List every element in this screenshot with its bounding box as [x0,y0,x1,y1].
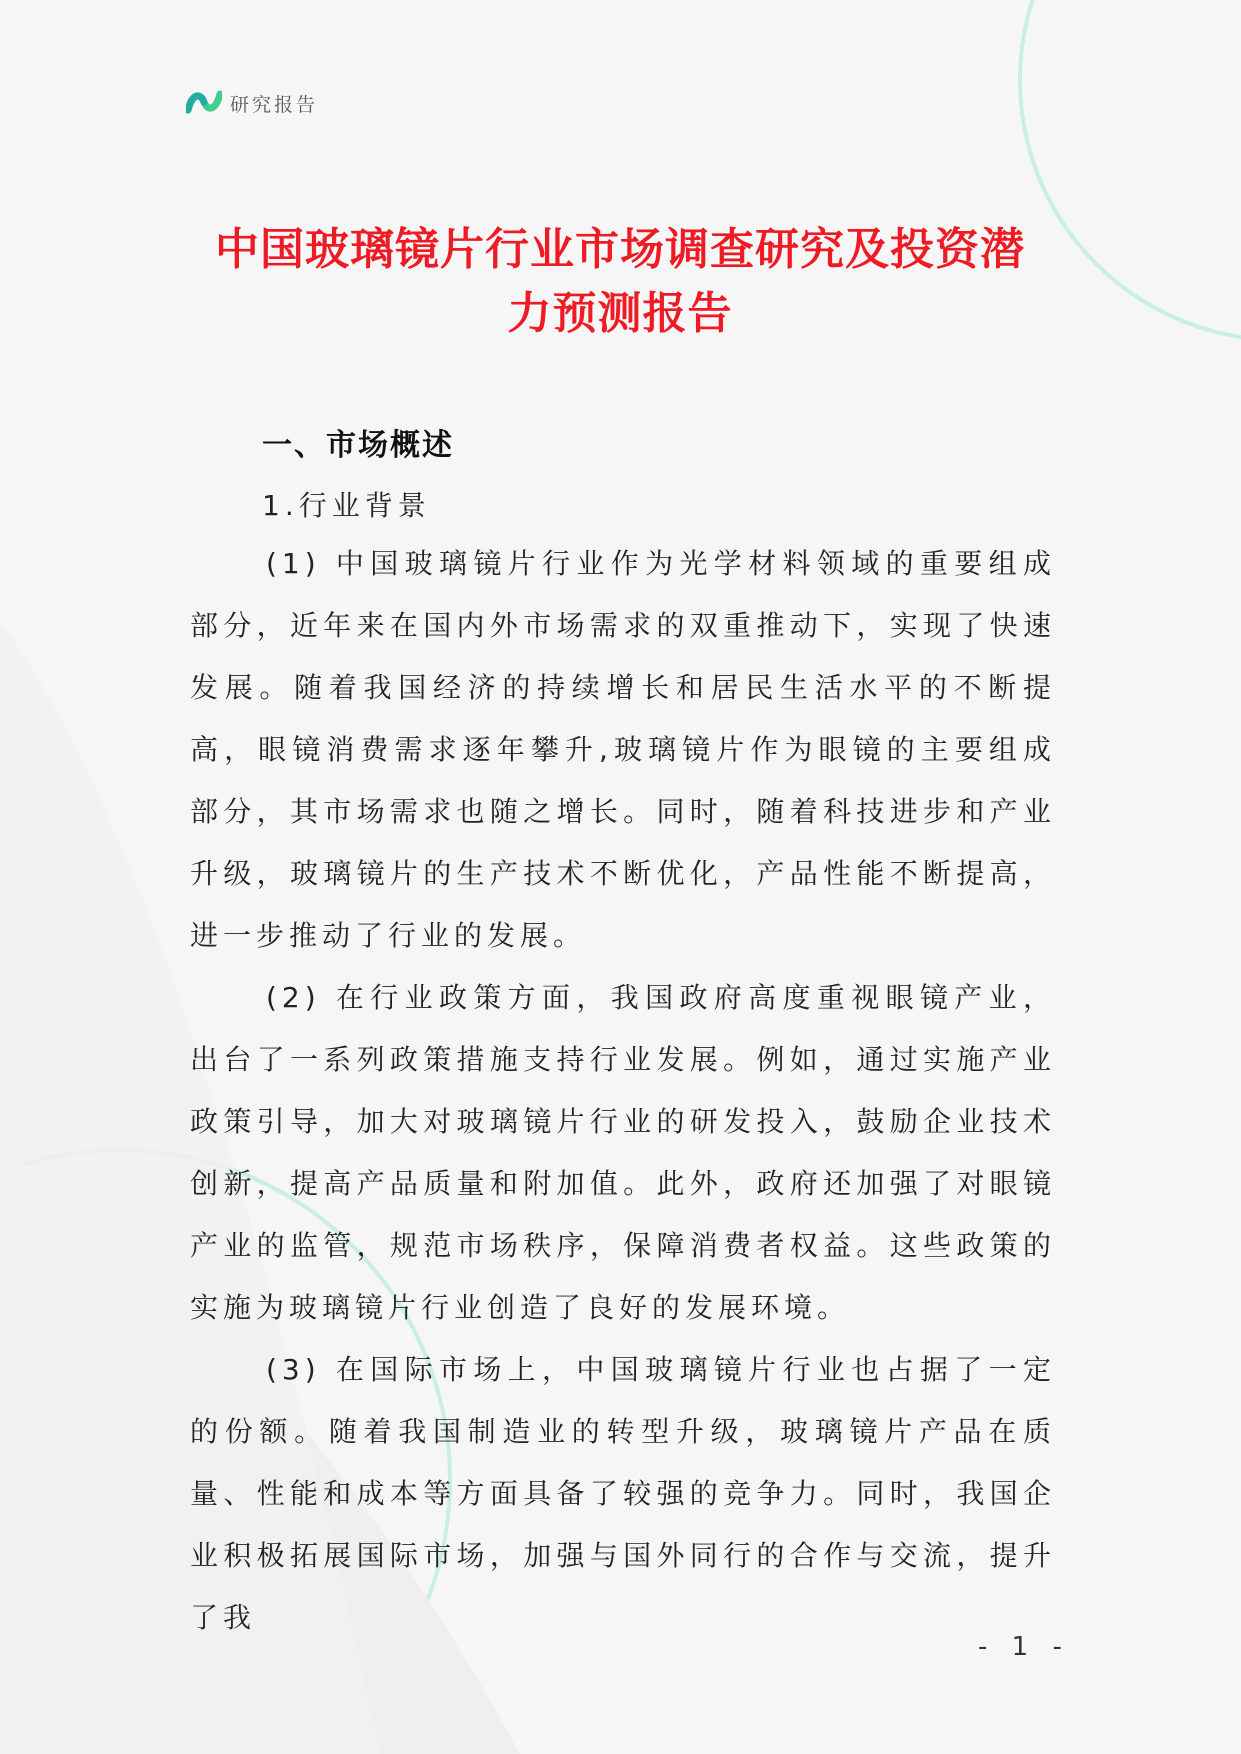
brand-logo-icon [186,88,222,118]
brand-label: 研究报告 [230,93,319,116]
title-line-1: 中国玻璃镜片行业市场调查研究及投资潜 [215,224,1025,275]
document-title [200,218,1040,346]
body-text [190,533,1056,1649]
paragraph-3: (3) 在国际市场上，中国玻璃镜片行业也占据了一定的份额。随着我国制造业的转型升级，玻璃镜片产品在质量、性能和成本等方面具备了较强的竞争力。同时，我国企业积极拓展国际市场，加强与国外同行的合作与交流，提升了我 [190,1353,1056,1634]
page-number: - 1 - [978,1632,1070,1662]
section-heading: 一、市场概述 [262,428,454,463]
paragraph-1: (1) 中国玻璃镜片行业作为光学材料领域的重要组成部分，近年来在国内外市场需求的双重推动下，实现了快速发展。随着我国经济的持续增长和居民生活水平的不断提高，眼镜消费需求逐年攀升,玻璃镜片作为眼镜的主要组成部分，其市场需求也随之增长。同时，随着科技进步和产业升级，玻璃镜片的生产技术不断优化，产品性能不断提高，进一步推动了行业的发展。 [190,547,1056,952]
title-line-2: 力预测报告 [507,288,733,339]
paragraph-2: (2) 在行业政策方面，我国政府高度重视眼镜产业，出台了一系列政策措施支持行业发展。例如，通过实施产业政策引导，加大对玻璃镜片行业的研发投入，鼓励企业技术创新，提高产品质量和附加值。此外，政府还加强了对眼镜产业的监管，规范市场秩序，保障消费者权益。这些政策的实施为玻璃镜片行业创造了良好的发展环境。 [190,981,1056,1324]
brand-header [186,88,318,118]
subsection-heading: 1.行业背景 [262,489,431,522]
